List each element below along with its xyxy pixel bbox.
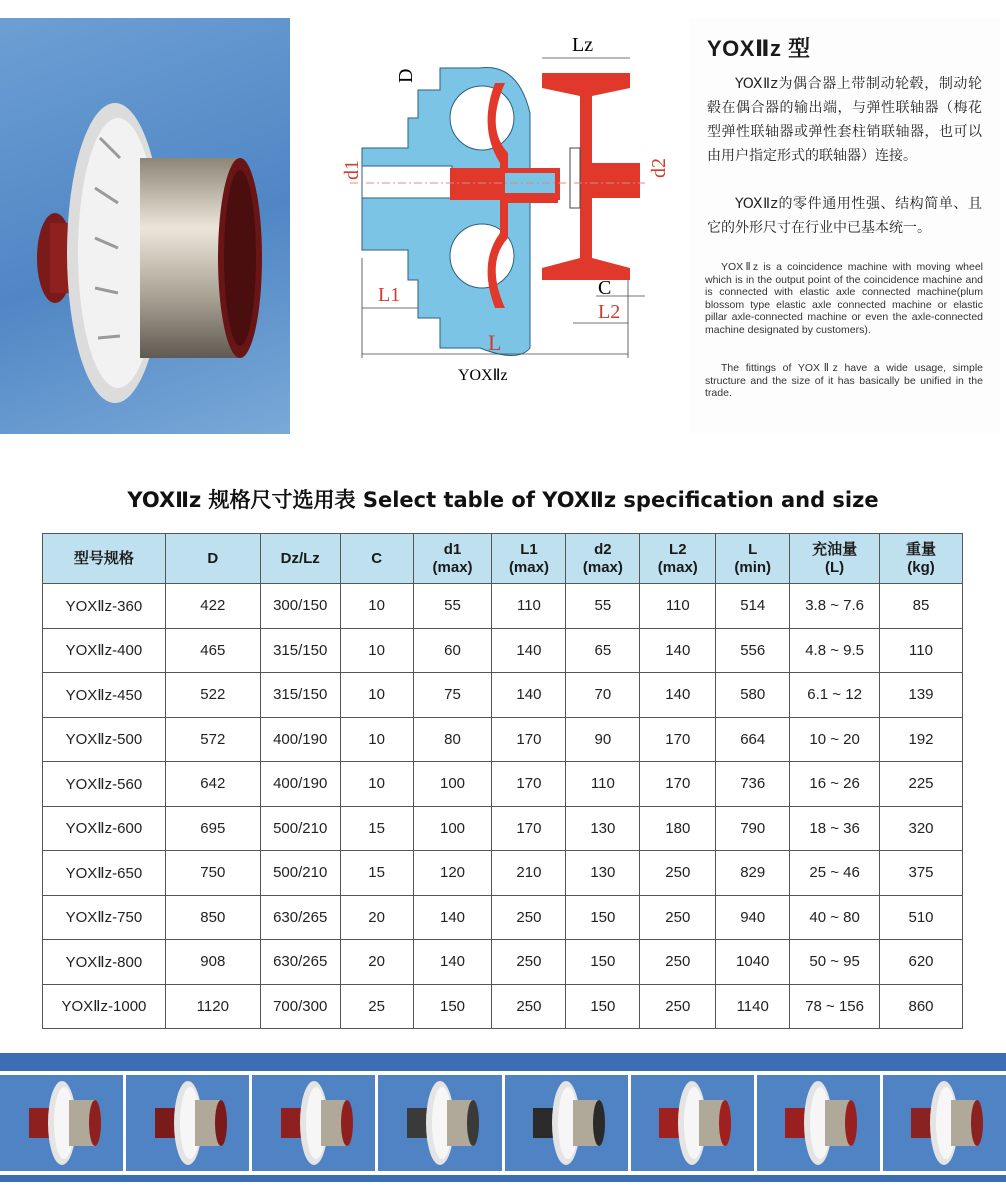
coupling-icon [521, 1078, 611, 1168]
table-cell: 170 [492, 806, 566, 851]
table-cell: YOXⅡz-800 [43, 940, 166, 985]
table-cell: 700/300 [260, 984, 340, 1029]
table-cell: 10 ~ 20 [790, 717, 880, 762]
table-cell: 100 [413, 762, 492, 807]
table-cell: 664 [716, 717, 790, 762]
table-cell: 250 [640, 895, 716, 940]
table-cell: 110 [566, 762, 640, 807]
table-cell: 170 [492, 762, 566, 807]
label-L2: L2 [598, 301, 621, 323]
table-cell: 10 [340, 673, 413, 718]
table-cell: YOXⅡz-360 [43, 584, 166, 629]
gallery-photo [757, 1075, 880, 1171]
table-row [43, 851, 963, 896]
table-cell: 18 ~ 36 [790, 806, 880, 851]
table-cell: 75 [413, 673, 492, 718]
table-cell: 90 [566, 717, 640, 762]
table-cell: 10 [340, 628, 413, 673]
table-cell: 120 [413, 851, 492, 896]
table-cell: 15 [340, 806, 413, 851]
table-cell: 850 [165, 895, 260, 940]
table-cell: 250 [492, 895, 566, 940]
table-cell: 180 [640, 806, 716, 851]
table-cell: 315/150 [260, 628, 340, 673]
table-cell: 80 [413, 717, 492, 762]
table-cell: 170 [492, 717, 566, 762]
column-header: C [340, 534, 413, 584]
en-description-2: The fittings of YOXⅡz have a wide usage, simple structure and the size of it has basically be unified in the trade. [705, 362, 983, 400]
coupling-icon [143, 1078, 233, 1168]
table-header-row [43, 534, 963, 584]
table-cell: 250 [492, 940, 566, 985]
label-L1: L1 [378, 284, 401, 306]
table-cell: 940 [716, 895, 790, 940]
table-cell: 1040 [716, 940, 790, 985]
gallery-photo [126, 1075, 249, 1171]
table-cell: YOXⅡz-450 [43, 673, 166, 718]
table-row [43, 762, 963, 807]
table-cell: YOXⅡz-400 [43, 628, 166, 673]
table-cell: YOXⅡz-1000 [43, 984, 166, 1029]
table-cell: 500/210 [260, 806, 340, 851]
table-row [43, 895, 963, 940]
table-cell: 620 [880, 940, 963, 985]
table-row [43, 717, 963, 762]
table-cell: 6.1 ~ 12 [790, 673, 880, 718]
column-header: L2 (max) [640, 534, 716, 584]
table-cell: 630/265 [260, 940, 340, 985]
table-cell: YOXⅡz-600 [43, 806, 166, 851]
column-header: L1 (max) [492, 534, 566, 584]
table-cell: 25 [340, 984, 413, 1029]
table-cell: 70 [566, 673, 640, 718]
table-cell: 315/150 [260, 673, 340, 718]
gallery-photo [0, 1075, 123, 1171]
table-cell: 130 [566, 851, 640, 896]
table-row [43, 806, 963, 851]
table-cell: 192 [880, 717, 963, 762]
label-d2: d2 [648, 158, 670, 178]
table-row [43, 984, 963, 1029]
table-cell: 110 [492, 584, 566, 629]
gallery-photo [631, 1075, 754, 1171]
column-header: L (min) [716, 534, 790, 584]
table-cell: 10 [340, 762, 413, 807]
column-header: d1 (max) [413, 534, 492, 584]
cn-description-2: YOXⅡz的零件通用性强、结构简单、且它的外形尺寸在行业中已基本统一。 [707, 196, 982, 236]
gallery-photo [252, 1075, 375, 1171]
table-cell: 110 [640, 584, 716, 629]
table-cell: 150 [413, 984, 492, 1029]
table-cell: 556 [716, 628, 790, 673]
gallery-photo [883, 1075, 1006, 1171]
label-C: C [598, 277, 612, 299]
coupling-icon [647, 1078, 737, 1168]
table-cell: 500/210 [260, 851, 340, 896]
table-cell: YOXⅡz-560 [43, 762, 166, 807]
description-panel [690, 18, 1000, 434]
table-cell: 16 ~ 26 [790, 762, 880, 807]
table-cell: 695 [165, 806, 260, 851]
table-cell: 250 [492, 984, 566, 1029]
table-cell: 4.8 ~ 9.5 [790, 628, 880, 673]
table-cell: 250 [640, 984, 716, 1029]
table-cell: 25 ~ 46 [790, 851, 880, 896]
table-cell: 150 [566, 895, 640, 940]
table-cell: 140 [413, 940, 492, 985]
table-cell: 140 [640, 673, 716, 718]
table-cell: 514 [716, 584, 790, 629]
product-photo [0, 18, 290, 434]
table-cell: YOXⅡz-500 [43, 717, 166, 762]
diagram-caption: YOXⅡz [458, 367, 508, 384]
label-Lz: Lz [572, 34, 594, 56]
table-cell: 10 [340, 717, 413, 762]
model-title: YOXⅡz 型 [707, 36, 811, 61]
table-row [43, 940, 963, 985]
table-cell: 522 [165, 673, 260, 718]
table-cell: 210 [492, 851, 566, 896]
table-cell: 150 [566, 984, 640, 1029]
table-cell: 140 [492, 628, 566, 673]
coupling-photo-illustration [0, 18, 290, 434]
gallery-top-band [0, 1053, 1006, 1071]
table-cell: 572 [165, 717, 260, 762]
label-D: D [395, 68, 417, 83]
table-title: YOXⅡz 规格尺寸选用表 Select table of YOXⅡz specification and size [127, 488, 879, 512]
coupling-icon [17, 1078, 107, 1168]
column-header: d2 (max) [566, 534, 640, 584]
column-header: 充油量 (L) [790, 534, 880, 584]
table-cell: 140 [640, 628, 716, 673]
table-cell: 110 [880, 628, 963, 673]
table-cell: YOXⅡz-650 [43, 851, 166, 896]
table-cell: 40 ~ 80 [790, 895, 880, 940]
table-cell: 85 [880, 584, 963, 629]
table-row [43, 673, 963, 718]
table-cell: 642 [165, 762, 260, 807]
coupling-icon [395, 1078, 485, 1168]
table-cell: 300/150 [260, 584, 340, 629]
table-cell: 170 [640, 762, 716, 807]
table-cell: 510 [880, 895, 963, 940]
table-cell: 15 [340, 851, 413, 896]
table-cell: 908 [165, 940, 260, 985]
specification-table [42, 533, 963, 1029]
table-cell: 400/190 [260, 762, 340, 807]
table-cell: 320 [880, 806, 963, 851]
table-cell: 1140 [716, 984, 790, 1029]
table-cell: 465 [165, 628, 260, 673]
table-cell: 130 [566, 806, 640, 851]
table-cell: 630/265 [260, 895, 340, 940]
label-L: L [488, 330, 502, 355]
column-header: 型号规格 [43, 534, 166, 584]
gallery-bottom-band [0, 1175, 1006, 1182]
table-cell: 170 [640, 717, 716, 762]
table-row [43, 584, 963, 629]
table-cell: 65 [566, 628, 640, 673]
table-cell: 400/190 [260, 717, 340, 762]
table-cell: 20 [340, 895, 413, 940]
coupling-icon [899, 1078, 989, 1168]
column-header: 重量 (kg) [880, 534, 963, 584]
table-cell: 60 [413, 628, 492, 673]
table-cell: 20 [340, 940, 413, 985]
table-cell: 150 [566, 940, 640, 985]
column-header: Dz/Lz [260, 534, 340, 584]
cn-description-1: YOXⅡz为偶合器上带制动轮毂，制动轮毂在偶合器的输出端，与弹性联轴器（梅花型弹性联轴器或弹性套柱销联轴器，也可以由用户指定形式的联轴器）连接。 [707, 76, 982, 164]
table-cell: 375 [880, 851, 963, 896]
table-cell: 78 ~ 156 [790, 984, 880, 1029]
table-cell: 3.8 ~ 7.6 [790, 584, 880, 629]
table-cell: 860 [880, 984, 963, 1029]
table-cell: 55 [566, 584, 640, 629]
table-cell: 422 [165, 584, 260, 629]
table-cell: 50 ~ 95 [790, 940, 880, 985]
table-cell: 250 [640, 940, 716, 985]
table-cell: 250 [640, 851, 716, 896]
table-cell: 140 [492, 673, 566, 718]
table-cell: 750 [165, 851, 260, 896]
en-description-1: YOXⅡz is a coincidence machine with moving wheel which is in the output point of the coincidence machine and is connected with elastic axle connected machine(plum blossom type elastic axle connected machine or elastic pillar axle-connected machine or even the axle-connected machine designated by customers). [705, 261, 983, 336]
table-cell: 1120 [165, 984, 260, 1029]
coupling-icon [773, 1078, 863, 1168]
product-gallery [0, 1075, 1006, 1171]
table-cell: 100 [413, 806, 492, 851]
product-header-panel [0, 18, 1000, 434]
coupling-icon [269, 1078, 359, 1168]
table-cell: 140 [413, 895, 492, 940]
table-cell: 790 [716, 806, 790, 851]
table-cell: 736 [716, 762, 790, 807]
table-cell: 139 [880, 673, 963, 718]
label-d1: d1 [341, 160, 363, 180]
column-header: D [165, 534, 260, 584]
table-cell: 580 [716, 673, 790, 718]
table-cell: 225 [880, 762, 963, 807]
gallery-photo [378, 1075, 501, 1171]
table-cell: 10 [340, 584, 413, 629]
table-row [43, 628, 963, 673]
table-cell: 829 [716, 851, 790, 896]
table-cell: 55 [413, 584, 492, 629]
gallery-photo [505, 1075, 628, 1171]
table-cell: YOXⅡz-750 [43, 895, 166, 940]
cross-section-diagram [290, 18, 690, 434]
